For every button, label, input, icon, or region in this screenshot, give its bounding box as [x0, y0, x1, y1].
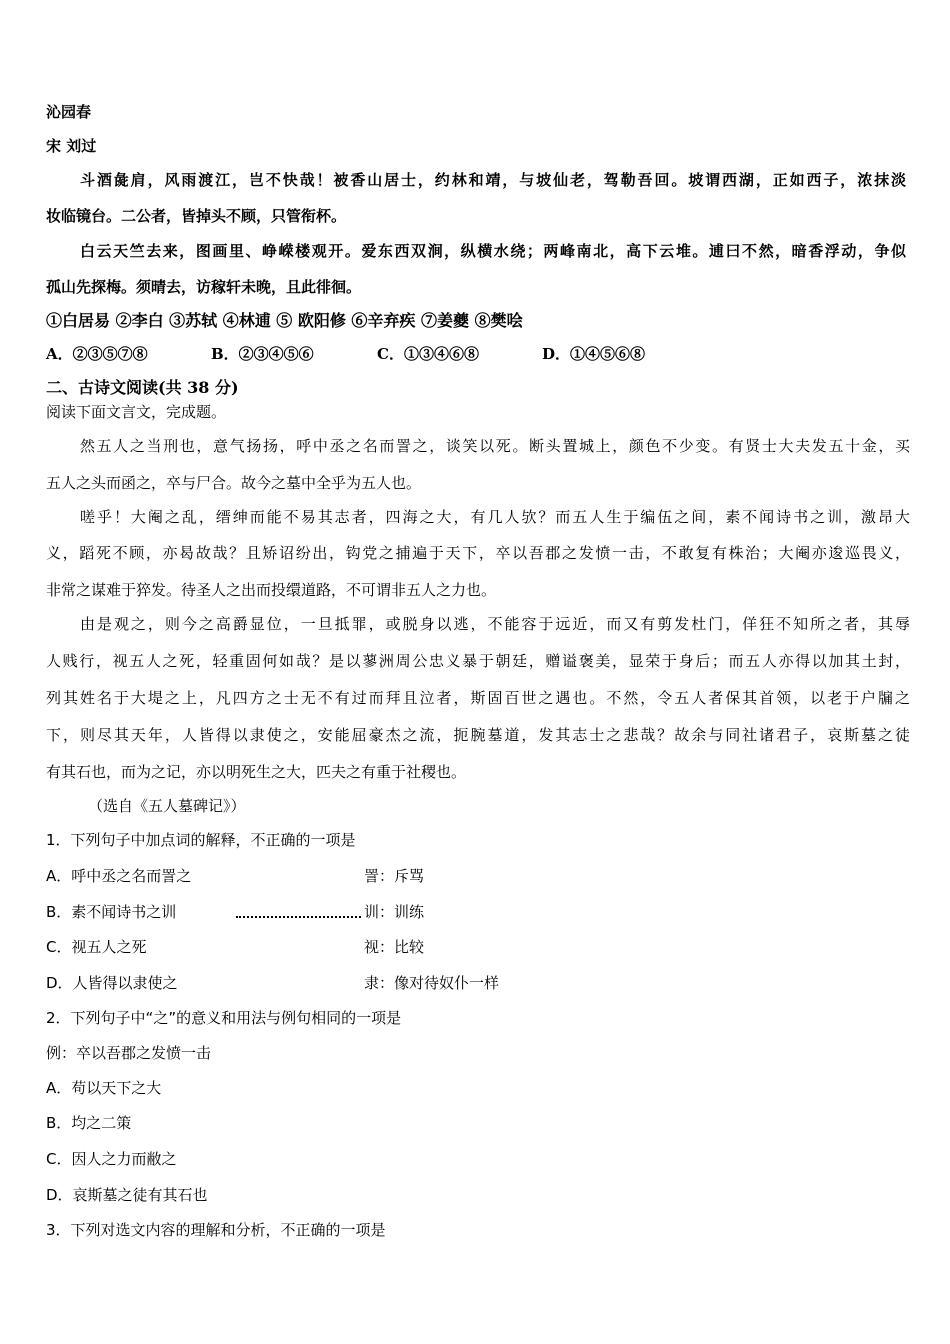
passage-p1-line1: 然五人之当刑也，意气扬扬，呼中丞之名而詈之，谈笑以死。断头置城上，颜色不少变。有贤士大夫发五十金，买	[80, 437, 910, 455]
q2-option-c[interactable]: C．因人之力而敝之	[46, 1150, 177, 1168]
poem-stanza2-line1: 白云天竺去来，图画里、峥嵘楼观开。爱东西双涧，纵横水绕；两峰南北，高下云堆。逋曰不然，暗香浮动，争似	[80, 242, 906, 260]
q1-option-c-sentence: C．视五人之死	[46, 938, 147, 956]
q1-option-a-sentence: A．呼中丞之名而詈之	[46, 867, 192, 885]
q1-option-d[interactable]	[46, 973, 910, 993]
poem-author: 宋 刘过	[46, 137, 97, 155]
passage-p3-line3: 列其姓名于大堤之上，凡四方之士无不有过而拜且泣者，斯固百世之遇也。不然，令五人者保其首领，以老于户牖之	[46, 689, 910, 707]
q1-option-b-sentence: B．素不闻诗书之训	[46, 903, 177, 921]
passage-p3-line2: 人贱行，视五人之死，轻重固何如哉？是以蓼洲周公忠义暴于朝廷，赠谥褒美，显荣于身后；而五人亦得以加其土封，	[46, 652, 910, 670]
q1-option-b[interactable]	[46, 902, 910, 922]
passage-p2-line3: 非常之谋难于猝发。待圣人之出而投缳道路，不可谓非五人之力也。	[46, 581, 497, 599]
passage-p2-line2: 义，蹈死不顾，亦曷故哉？且矫诏纷出，钩党之捕遍于天下，卒以吾郡之发愤一击，不敢复有株治；大阉亦逡巡畏义，	[46, 544, 910, 562]
passage-p1-line2: 五人之头而函之，卒与尸合。故今之墓中全乎为五人也。	[46, 474, 422, 492]
poem-stanza1-line1: 斗酒彘肩，风雨渡江，岂不快哉！被香山居士，约林和靖，与坡仙老，驾勒吾回。坡谓西湖，正如西子，浓抹淡	[80, 171, 906, 189]
answer-option-c[interactable]: C．①③④⑥⑧	[377, 345, 479, 363]
q1-option-b-gloss: 训：训练	[364, 903, 425, 921]
q1-option-a[interactable]	[46, 866, 910, 886]
q1-option-d-gloss: 隶：像对待奴仆一样	[364, 974, 500, 992]
answer-option-d[interactable]: D．①④⑤⑥⑧	[542, 345, 646, 363]
passage-p2-line1: 嗟乎！大阉之乱，缙绅而能不易其志者，四海之大，有几人欤？而五人生于编伍之间，素不闻诗书之训，激昂大	[80, 508, 910, 526]
answer-option-b[interactable]: B．②③④⑤⑥	[211, 345, 314, 363]
section-heading: 二、古诗文阅读(共 38 分)	[46, 378, 239, 397]
q2-example: 例：卒以吾郡之发愤一击	[46, 1044, 212, 1062]
q2-option-a[interactable]: A．苟以天下之大	[46, 1079, 162, 1097]
q2-option-d[interactable]: D．哀斯墓之徒有其石也	[46, 1186, 208, 1204]
poem-stanza2-line2: 孤山先探梅。须晴去，访稼轩未晚，且此徘徊。	[46, 278, 362, 296]
answer-option-a[interactable]: A．②③⑤⑦⑧	[46, 345, 148, 363]
poem-title: 沁园春	[46, 103, 92, 121]
passage-p3-line1: 由是观之，则今之高爵显位，一旦抵罪，或脱身以逃，不能容于远近，而又有剪发杜门，佯狂不知所之者，其辱	[80, 615, 910, 633]
poem-stanza1-line2: 妆临镜台。二公者，皆掉头不顾，只管衔杯。	[46, 207, 347, 225]
passage-p3-line5: 有其石也，而为之记，亦以明死生之大，匹夫之有重于社稷也。	[46, 763, 467, 781]
q1-option-a-gloss: 詈：斥骂	[364, 867, 425, 885]
poet-choices: ①白居易 ②李白 ③苏轼 ④林逋 ⑤ 欧阳修 ⑥辛弃疾 ⑦姜夔 ⑧樊哙	[46, 311, 523, 330]
q2-stem: 2．下列句子中“之”的意义和用法与例句相同的一项是	[46, 1009, 402, 1027]
passage-p3-line4: 下，则尽其天年，人皆得以隶使之，安能屈豪杰之流，扼腕墓道，发其志士之悲哉？故余与同社诸君子，哀斯墓之徒	[46, 726, 910, 744]
q1-stem: 1．下列句子中加点词的解释，不正确的一项是	[46, 831, 356, 849]
q1-option-c[interactable]	[46, 937, 910, 957]
section-instruction: 阅读下面文言文，完成题。	[46, 403, 227, 421]
q3-stem: 3．下列对选文内容的理解和分析，不正确的一项是	[46, 1221, 386, 1239]
dotted-leader	[236, 902, 361, 918]
q1-option-c-gloss: 视：比较	[364, 938, 425, 956]
passage-source: （选自《五人墓碑记》）	[88, 797, 246, 815]
q2-option-b[interactable]: B．均之二策	[46, 1114, 132, 1132]
q1-option-d-sentence: D．人皆得以隶使之	[46, 974, 178, 992]
